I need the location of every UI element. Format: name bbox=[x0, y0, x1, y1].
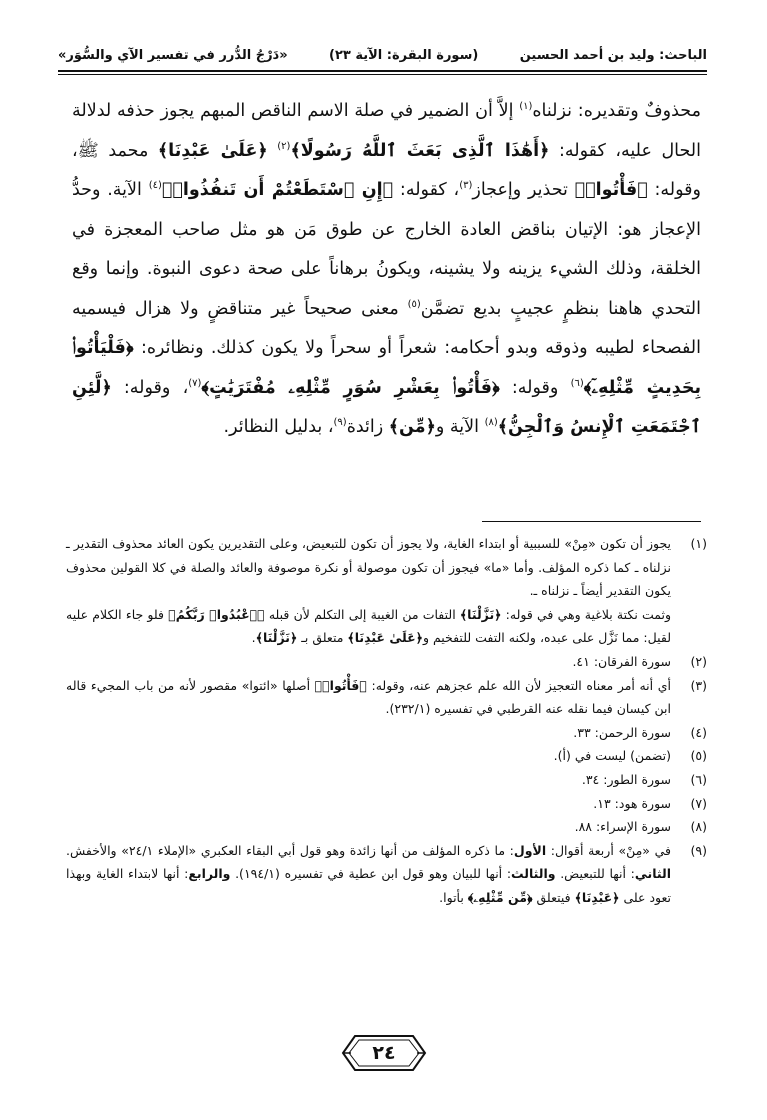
footnote-marker: (٢) bbox=[277, 140, 291, 152]
page-number: ٢٤ bbox=[372, 1042, 396, 1064]
header-book-title: «دَرْجُ الدُّرر في تفسير الآي والسُّوَر» bbox=[58, 47, 288, 63]
text-bold: والثالث bbox=[511, 866, 556, 882]
main-text bbox=[72, 92, 701, 448]
header-rule-thick bbox=[58, 70, 707, 72]
text-bold: الأول bbox=[513, 842, 547, 858]
footnote-marker: (٨) bbox=[484, 417, 498, 429]
footnote-marker: (٤) bbox=[148, 180, 162, 192]
footnote-number: (٢) bbox=[690, 653, 707, 669]
footnote-number: (٥) bbox=[690, 748, 707, 764]
text-run: : أنها للتبعيض. bbox=[555, 866, 635, 882]
text-run: تحذير وإعجاز bbox=[472, 180, 575, 200]
quran-quote: ﴿فَأْتُوا۟﴾ bbox=[314, 677, 367, 693]
footnote-7 bbox=[66, 792, 707, 816]
running-header bbox=[58, 40, 707, 70]
footnote-8 bbox=[66, 815, 707, 839]
footnote-9 bbox=[66, 839, 707, 910]
header-surah-ayah: (سورة البقرة: الآية ٢٣) bbox=[329, 47, 479, 63]
text-run: أصلها «ائتوا» مقصور لأنه من باب المجيء قاله ابن كيسان فيما نقله عنه القرطبي في تفسيره (٢٣٢/١). bbox=[66, 677, 671, 717]
header-author: الباحث: وليد بن أحمد الحسين bbox=[519, 47, 707, 63]
quran-quote: ﴿مِّن مِّثْلِهِۦ﴾ bbox=[467, 889, 533, 905]
footnote-number: (٩) bbox=[690, 842, 707, 858]
footnotes bbox=[66, 532, 707, 910]
header-rule-thin bbox=[58, 74, 707, 75]
footnote-marker: (٥) bbox=[407, 298, 421, 310]
footnote-marker: (٩) bbox=[333, 417, 347, 429]
footnote-body: سورة الفرقان: ٤١. bbox=[572, 653, 671, 669]
quran-quote: ﴿فَأْتُوا۟ بِعَشْرِ سُوَرٍ مِّثْلِهِۦ مُفْتَرَيَٰتٍ﴾ bbox=[201, 377, 500, 398]
footnote-paragraph: يجوز أن تكون «مِنْ» للسببية أو ابتداء الغاية، ولا يجوز أن تكون للتبعيض، وعلى التقديرين يكون العائد محذوف التقدير ـ نزلناه ـ كما ذكره المؤلف. وأما «ما» فيجوز أن تكون موصولة أو نكرة موصوفة والعائد والصلة في كلا القولين محذوف يكون التقدير أيضاً ـ نزلناه ـ. bbox=[66, 536, 671, 599]
footnote-number: (٧) bbox=[690, 795, 707, 811]
text-run: وثمت نكتة بلاغية وهي في قوله: bbox=[501, 606, 671, 622]
text-run: ، كقوله: bbox=[393, 180, 460, 200]
text-run: متعلق بـ bbox=[297, 630, 348, 646]
footnote-body bbox=[66, 839, 671, 910]
text-run: الآية و bbox=[435, 417, 485, 437]
footnote-number: (٤) bbox=[690, 724, 707, 740]
text-run: فيتعلق bbox=[532, 889, 575, 905]
footnote-3 bbox=[66, 674, 707, 721]
text-run: ، بدليل النظائر. bbox=[223, 417, 334, 437]
quran-quote: ﴿عَلَىٰ عَبْدِنَا﴾ bbox=[157, 140, 268, 161]
quran-quote: ﴿أَهَٰذَا ٱلَّذِى بَعَثَ ٱللَّهُ رَسُولًا﴾ bbox=[290, 140, 550, 161]
footnote-body: (تضمن) ليست في (أ). bbox=[553, 748, 671, 764]
text-run: وقوله: bbox=[499, 377, 571, 398]
quran-quote: ﴿عَبْدِنَا﴾ bbox=[574, 889, 620, 905]
text-run bbox=[268, 141, 278, 161]
footnote-body: سورة الطور: ٣٤. bbox=[581, 771, 671, 787]
footnote-body: سورة هود: ١٣. bbox=[593, 795, 671, 811]
footnote-6 bbox=[66, 768, 707, 792]
quran-quote: ﴿لَّئِنِ ٱجْتَمَعَتِ ٱلْإِنسُ وَٱلْجِنُّ﴾ bbox=[72, 377, 701, 437]
footnote-5 bbox=[66, 744, 707, 768]
footnote-2 bbox=[66, 650, 707, 674]
text-run: زائدة bbox=[346, 417, 389, 437]
text-run: : أنها لابتداء الغاية وبهذا تعود على bbox=[66, 866, 671, 905]
text-run: . bbox=[251, 630, 256, 646]
quran-quote: ﴿عَلَىٰ عَبْدِنَا﴾ bbox=[347, 630, 423, 646]
text-run: معنى صحيحاً غير متناقضٍ ولا هزال فيسميه الفصحاء لطيبه وذوقه وبدو أحكامه: شعراً أو سحراً ولا يكون كذلك. ونظائره: bbox=[72, 298, 701, 358]
footnote-body: سورة الرحمن: ٣٣. bbox=[573, 724, 671, 740]
text-run: في «مِنْ» أربعة أقوال: bbox=[546, 842, 671, 858]
footnote-number: (٨) bbox=[690, 819, 707, 835]
footnote-body: سورة الإسراء: ٨٨. bbox=[574, 819, 671, 835]
footnote-separator bbox=[482, 521, 701, 522]
text-run: أي أنه أمر معناه التعجيز لأن الله علم عجزهم عنه، وقوله: bbox=[366, 677, 671, 693]
text-run: فلو جاء الكلام عليه لقيل: مما نَزَّل على عبده، ولكنه التفت للتفخيم و bbox=[66, 606, 671, 646]
footnote-1 bbox=[66, 532, 707, 650]
text-run: : أنها للبيان وهو قول ابن عطية في تفسيره (١٩٤/١). bbox=[230, 866, 512, 882]
text-run: إلاَّ أن الضمير في صلة الاسم الناقص المبهم يجوز حذفه لدلالة الحال عليه، كقوله: bbox=[72, 101, 702, 161]
quran-quote: ﴿فَلْيَأْتُوا۟ بِحَدِيثٍ مِّثْلِهِۦٓ﴾ bbox=[72, 338, 702, 398]
text-run: الآية. وحدُّ الإعجاز هو: الإتيان بناقض العادة الخارج عن طوق مَن هو مثل صاحب المعجزة في الخلقة، وذلك الشيء يزينه ولا يشينه، ويكونُ برهاناً على صحة دعوى النبوة. وإنما وقع التحدي هاهنا بنظمٍ عجيبٍ بديع تضمَّن bbox=[72, 180, 702, 319]
footnote-marker: (٣) bbox=[459, 180, 473, 192]
text-bold: الثاني bbox=[634, 866, 672, 882]
text-run: ، وقوله: bbox=[111, 377, 189, 398]
footnote-4 bbox=[66, 721, 707, 745]
footnote-body bbox=[66, 532, 671, 650]
text-bold: والرابع bbox=[188, 866, 231, 882]
footnote-number: (٦) bbox=[690, 771, 707, 787]
quran-quote: ﴿ٱعْبُدُوا۟ رَبَّكُمُ﴾ bbox=[168, 606, 265, 622]
footnote-body bbox=[66, 674, 671, 721]
quran-quote: ﴿نَزَّلْنَا﴾ bbox=[255, 630, 298, 646]
quran-quote: ﴿نَزَّلْنَا﴾ bbox=[459, 606, 502, 622]
text-run: التفات من الغيبة إلى التكلم لأن قبله bbox=[264, 606, 460, 622]
footnote-number: (١) bbox=[690, 536, 707, 551]
quran-quote: ﴿إِنِ ٱسْتَطَعْتُمْ أَن تَنفُذُوا۟﴾ bbox=[161, 180, 394, 200]
text-run: محذوفٌ وتقديره: نزلناه bbox=[532, 101, 701, 121]
quran-quote: ﴿مِّن﴾ bbox=[388, 417, 436, 437]
footnote-number: (٣) bbox=[690, 677, 707, 693]
text-run: محمد ﷺ، وقوله: bbox=[72, 140, 702, 200]
page-number-ornament bbox=[341, 1032, 427, 1074]
text-run: : ما ذكره المؤلف من أنها زائدة وهو قول أبي البقاء العكبري «الإملاء ٢٤/١» والأخفش. bbox=[66, 842, 514, 858]
footnote-marker: (١) bbox=[519, 101, 533, 113]
footnote-marker: (٦) bbox=[570, 377, 584, 389]
footnote-paragraph bbox=[66, 603, 671, 650]
footnote-marker: (٧) bbox=[188, 377, 202, 389]
text-run: بأتوا. bbox=[439, 889, 468, 905]
quran-quote: ﴿فَأْتُوا۟﴾ bbox=[574, 180, 648, 200]
